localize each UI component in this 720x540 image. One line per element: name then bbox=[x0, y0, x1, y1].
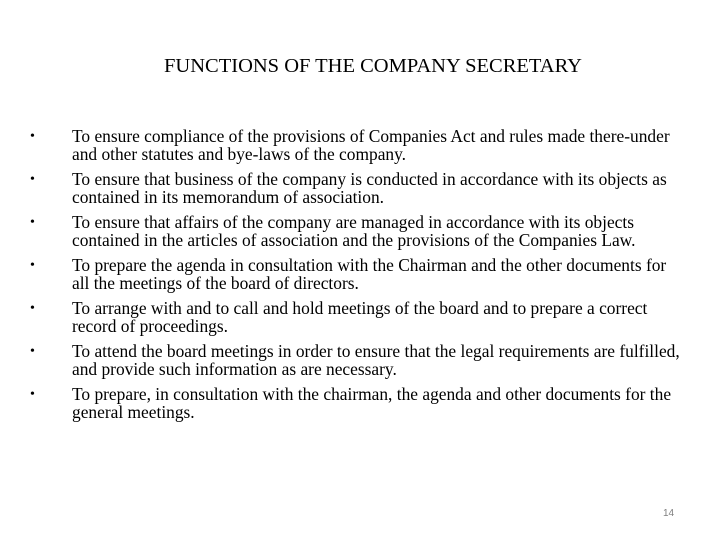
bullet-icon: • bbox=[30, 344, 35, 359]
bullet-icon: • bbox=[30, 172, 35, 187]
list-item-text: To prepare, in consultation with the chairman, the agenda and other documents for the general meetings. bbox=[72, 384, 672, 422]
list-item bbox=[30, 386, 680, 421]
list-item-text: To ensure that business of the company is conducted in accordance with its objects as contained in its memorandum of association. bbox=[72, 169, 667, 207]
bullet-icon: • bbox=[30, 129, 35, 144]
bullet-icon: • bbox=[30, 258, 35, 273]
list-item-text: To arrange with and to call and hold meetings of the board and to prepare a correct record of proceedings. bbox=[72, 298, 648, 336]
list-item-text: To attend the board meetings in order to ensure that the legal requirements are fulfilled, and provide such information as are necessary. bbox=[72, 341, 680, 379]
bullet-icon: • bbox=[30, 215, 35, 230]
page-number: 14 bbox=[663, 508, 675, 519]
bullet-list bbox=[30, 128, 680, 429]
list-item bbox=[30, 171, 680, 206]
list-item-text: To prepare the agenda in consultation with the Chairman and the other documents for all the meetings of the board of directors. bbox=[72, 255, 667, 293]
bullet-icon: • bbox=[30, 301, 35, 316]
list-item bbox=[30, 128, 680, 163]
list-item bbox=[30, 214, 680, 249]
list-item bbox=[30, 300, 680, 335]
list-item-text: To ensure that affairs of the company are managed in accordance with its objects contained in the articles of association and the provisions of the Companies Law. bbox=[72, 212, 636, 250]
list-item-text: To ensure compliance of the provisions of Companies Act and rules made there-under and other statutes and bye-laws of the company. bbox=[72, 126, 670, 164]
list-item bbox=[30, 343, 680, 378]
slide-title: FUNCTIONS OF THE COMPANY SECRETARY bbox=[164, 55, 582, 77]
bullet-icon: • bbox=[30, 387, 35, 402]
list-item bbox=[30, 257, 680, 292]
